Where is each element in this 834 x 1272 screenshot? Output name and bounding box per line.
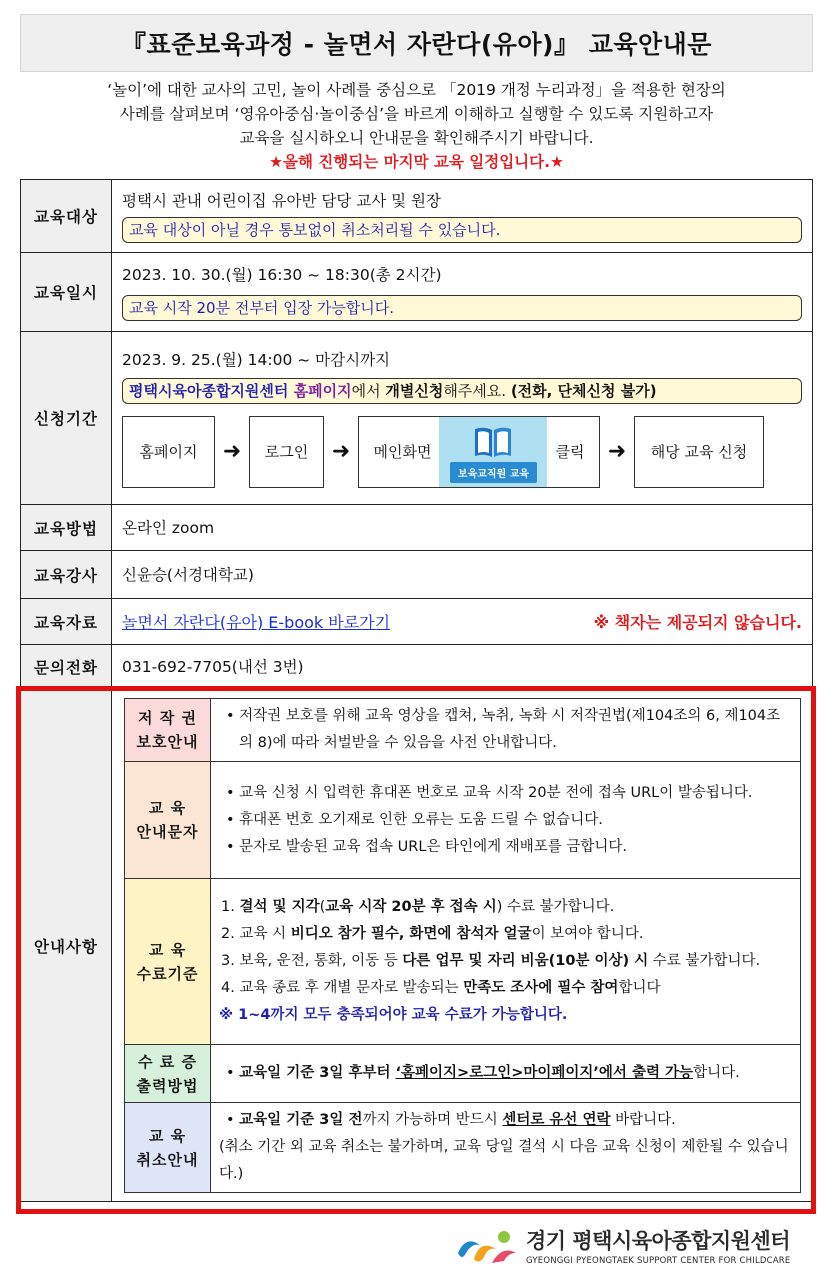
target-note: 교육 대상이 아닐 경우 통보없이 취소처리될 수 있습니다. xyxy=(122,217,802,243)
completion-criterion-2: 2. 교육 시 비디오 참가 필수, 화면에 참석자 얼굴이 보여야 합니다. xyxy=(221,926,644,942)
certificate-text: • 교육일 기준 3일 후부터 ‘홈페이지>로그인>마이페이지’에서 출력 가능합니다. xyxy=(226,1065,740,1081)
phone-text: 031-692-7705(내선 3번) xyxy=(122,658,304,676)
center-name-kr: 경기 평택시육아종합지원센터 xyxy=(526,1228,791,1253)
intro-line-1: ‘놀이’에 대한 교사의 고민, 놀이 사례를 중심으로 「2019 개정 누리과정」을 적용한 현장의 xyxy=(107,81,726,99)
row-phone xyxy=(21,645,813,690)
copyright-text: 저작권 보호를 위해 교육 영상을 캡쳐, 녹취, 녹화 시 저작권법(제104조의 6, 제104조의 8)에 따라 처벌받을 수 있음을 사전 안내합니다. xyxy=(239,708,781,751)
lecturer-text: 신윤승(서경대학교) xyxy=(122,565,254,584)
row-material xyxy=(21,599,813,645)
arrow-right-icon: ➜ xyxy=(222,439,242,464)
apply-note: 평택시육아종합지원센터 홈페이지에서 개별신청해주세요. (전화, 단체신청 불가) xyxy=(122,378,802,404)
intro-text xyxy=(20,78,813,174)
notice-cancel: 교 육 취소안내 • 교육일 기준 3일 전까지 가능하며 반드시 센터로 유선 연락 바랍니다. (취소 기간 외 교육 취소는 불가하며, 교육 당일 결석 시 다음 교육 신청이 제한될 수 있습니다.) xyxy=(125,1103,801,1193)
intro-line-2: 사례를 살펴보며 ‘영유아중심·놀이중심’을 바르게 이해하고 실행할 수 있도록 지원하고자 xyxy=(119,105,714,123)
notice-copyright: 저 작 권 보호안내 • 저작권 보호를 위해 교육 영상을 캡쳐, 녹취, 녹화 시 저작권법(제104조의 6, 제104조의 8)에 따라 처벌받을 수 있음을 사전 안내합니다. xyxy=(125,699,801,762)
material-note: ※ 책자는 제공되지 않습니다. xyxy=(593,613,802,632)
button-caption: 보육교직원 교육 xyxy=(450,462,537,483)
label-phone: 문의전화 xyxy=(21,645,112,690)
row-method xyxy=(21,505,813,551)
label-apply: 신청기간 xyxy=(21,332,112,505)
notice-completion: 교 육 수료기준 1. 결석 및 지각(교육 시작 20분 후 접속 시) 수료 불가합니다. 2. 교육 시 비디오 참가 필수, 화면에 참석자 얼굴이 보여야 합니다. 3. 보육, 운전, 통화, 이동 등 다른 업무 및 자리 비움(10분 이상) 시 수료 불가합니다. 4. 교육 종료 후 개별 문자로 발송되는 만족도 조사에 필수 참여합니다 ※ 1~4까지 모두 충족되어야 교육 수료가 가능합니다. xyxy=(125,879,801,1045)
label-target: 교육대상 xyxy=(21,180,112,253)
completion-criterion-1: 1. 결석 및 지각(교육 시작 20분 후 접속 시) 수료 불가합니다. xyxy=(221,899,615,915)
step-login: 로그인 xyxy=(249,416,324,488)
row-target xyxy=(21,180,813,253)
intro-line-3: 교육을 실시하오니 안내문을 확인해주시기 바랍니다. xyxy=(239,129,594,147)
step-main-screen: 메인화면 보육교직원 교육 클릭 xyxy=(358,416,600,488)
completion-criterion-4: 4. 교육 종료 후 개별 문자로 발송되는 만족도 조사에 필수 참여합니다 xyxy=(221,980,661,996)
cancel-detail: (취소 기간 외 교육 취소는 불가하며, 교육 당일 결석 시 다음 교육 신청이 제한될 수 있습니다.) xyxy=(219,1139,789,1182)
center-logo xyxy=(452,1222,812,1268)
date-note: 교육 시작 20분 전부터 입장 가능합니다. xyxy=(122,295,802,321)
sms-item-3: 문자로 발송된 교육 접속 URL은 타인에게 재배포를 금합니다. xyxy=(239,838,627,855)
book-icon xyxy=(473,425,513,459)
step-apply-course: 해당 교육 신청 xyxy=(634,416,764,488)
date-text: 2023. 10. 30.(월) 16:30 ~ 18:30(총 2시간) xyxy=(122,265,442,284)
row-date xyxy=(21,253,813,332)
completion-note: ※ 1~4까지 모두 충족되어야 교육 수료가 가능합니다. xyxy=(219,1007,568,1023)
intro-warning: ★올해 진행되는 마지막 교육 일정입니다.★ xyxy=(269,153,564,171)
row-lecturer xyxy=(21,551,813,599)
target-text: 평택시 관내 어린이집 유아반 담당 교사 및 원장 xyxy=(122,191,441,210)
apply-steps xyxy=(122,416,802,488)
arrow-right-icon: ➜ xyxy=(607,439,627,464)
sms-item-2: 휴대폰 번호 오기재로 인한 오류는 도움 드릴 수 없습니다. xyxy=(239,811,603,828)
info-table xyxy=(20,179,813,1202)
ebook-link[interactable]: 놀면서 자란다(유아) E-book 바로가기 xyxy=(122,613,391,632)
label-lecturer: 교육강사 xyxy=(21,551,112,599)
childcare-staff-education-button[interactable] xyxy=(439,417,547,487)
arrow-right-icon: ➜ xyxy=(331,439,351,464)
row-notice xyxy=(21,690,813,1202)
label-date: 교육일시 xyxy=(21,253,112,332)
notice-table xyxy=(124,698,801,1193)
apply-text: 2023. 9. 25.(월) 14:00 ~ 마감시까지 xyxy=(122,350,391,369)
completion-criterion-3: 3. 보육, 운전, 통화, 이동 등 다른 업무 및 자리 비움(10분 이상) 시 수료 불가합니다. xyxy=(221,953,761,969)
label-method: 교육방법 xyxy=(21,505,112,551)
notice-certificate: 수 료 증 출력방법 • 교육일 기준 3일 후부터 ‘홈페이지>로그인>마이페이지’에서 출력 가능합니다. xyxy=(125,1045,801,1103)
label-notice: 안내사항 xyxy=(21,690,112,1202)
center-name-en: GYEONGGI PYEONGTAEK SUPPORT CENTER FOR CHILDCARE xyxy=(526,1255,791,1266)
notice-sms: 교 육 안내문자 • 교육 신청 시 입력한 휴대폰 번호로 교육 시작 20분 전에 접속 URL이 발송됩니다. • 휴대폰 번호 오기재로 인한 오류는 도움 드릴 수 없습니다. • 문자로 발송된 교육 접속 URL은 타인에게 재배포를 금합니다. xyxy=(125,762,801,879)
step-homepage: 홈페이지 xyxy=(122,416,215,488)
row-apply xyxy=(21,332,813,505)
page-title: 『표준보육과정 - 놀면서 자란다(유아)』 교육안내문 xyxy=(20,14,813,72)
center-logo-icon xyxy=(452,1223,522,1267)
cancel-text: • 교육일 기준 3일 전까지 가능하며 반드시 센터로 유선 연락 바랍니다. xyxy=(226,1112,676,1128)
method-text: 온라인 zoom xyxy=(122,518,215,537)
sms-item-1: 교육 신청 시 입력한 휴대폰 번호로 교육 시작 20분 전에 접속 URL이 발송됩니다. xyxy=(239,784,753,801)
label-material: 교육자료 xyxy=(21,599,112,645)
